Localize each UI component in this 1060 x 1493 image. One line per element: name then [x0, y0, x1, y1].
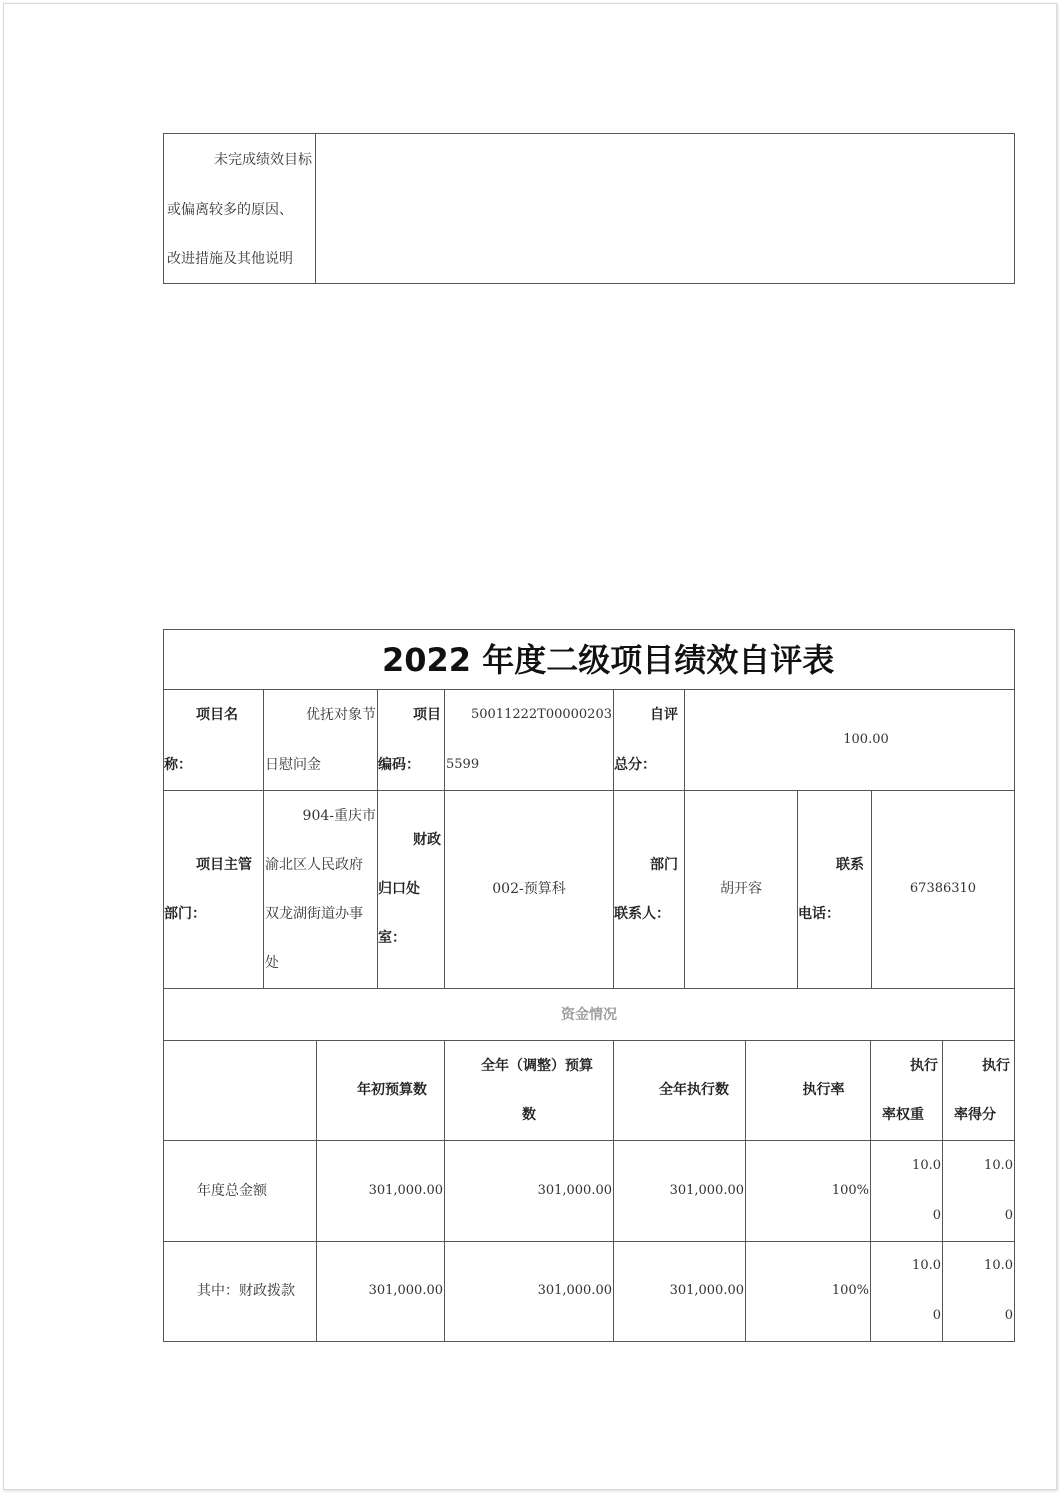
dept-value-line4: 处: [265, 955, 279, 971]
row-weight-cont: 0: [932, 1208, 941, 1223]
row-rate: 100%: [831, 1283, 869, 1298]
row-weight: 10.0: [912, 1258, 941, 1273]
score-label-cont: 总分：: [614, 757, 656, 773]
score-label: 自评: [650, 707, 678, 723]
row-label: 其中：财政拨款: [197, 1283, 295, 1299]
finance-label: 财政: [413, 832, 441, 848]
contact-label: 部门: [650, 857, 678, 873]
project-code-label: 项目: [413, 707, 441, 723]
row-initial: 301,000.00: [368, 1183, 443, 1198]
remarks-label-line3: 改进措施及其他说明: [167, 251, 293, 267]
row-rate: 100%: [831, 1183, 869, 1198]
score-value: 100.00: [843, 732, 889, 747]
project-code-value: 50011222T00000203: [470, 707, 612, 722]
col-initial-budget: 年初预算数: [357, 1082, 427, 1098]
row-score-cont: 0: [1004, 1208, 1013, 1223]
finance-label-end: 室：: [378, 930, 406, 946]
row-adjusted: 301,000.00: [537, 1283, 612, 1298]
finance-office-value: 002-预算科: [492, 881, 566, 897]
dept-value-line3: 双龙湖街道办事: [265, 906, 363, 922]
finance-label-cont: 归口处: [378, 881, 420, 897]
col-adjusted-budget: 全年（调整）预算: [481, 1058, 593, 1074]
row-initial: 301,000.00: [368, 1283, 443, 1298]
col-adjusted-budget-cont: 数: [522, 1107, 536, 1123]
col-rate: 执行率: [802, 1082, 845, 1098]
row-executed: 301,000.00: [669, 1183, 744, 1198]
project-name-value-cont: 日慰问金: [265, 757, 321, 773]
project-name-label: 项目名: [196, 707, 238, 723]
remarks-label-line1: 未完成绩效目标: [214, 152, 312, 168]
row-adjusted: 301,000.00: [537, 1183, 612, 1198]
col-weight-cont: 率权重: [882, 1107, 924, 1123]
row-score-cont: 0: [1004, 1308, 1013, 1323]
row-weight: 10.0: [912, 1158, 941, 1173]
contact-label-cont: 联系人：: [614, 906, 670, 922]
project-code-label-cont: 编码：: [378, 757, 420, 773]
col-executed: 全年执行数: [659, 1082, 729, 1098]
remarks-label-line2: 或偏离较多的原因、: [167, 202, 293, 218]
col-weight: 执行: [910, 1058, 938, 1074]
row-label: 年度总金额: [197, 1183, 267, 1199]
project-name-label-cont: 称：: [164, 757, 192, 773]
table-title: 2022 年度二级项目绩效自评表: [382, 641, 835, 679]
col-score-cont: 率得分: [954, 1107, 996, 1123]
phone-label: 联系: [836, 857, 864, 873]
project-code-value-cont: 5599: [446, 757, 480, 772]
contact-value: 胡开容: [720, 881, 762, 897]
dept-value-line1: 904-重庆市: [302, 808, 376, 824]
row-score: 10.0: [984, 1158, 1013, 1173]
row-weight-cont: 0: [932, 1308, 941, 1323]
phone-value: 67386310: [909, 881, 977, 896]
dept-label-cont: 部门：: [164, 906, 206, 922]
phone-label-cont: 电话：: [798, 906, 840, 922]
project-name-value: 优抚对象节: [306, 707, 376, 723]
funds-section-title: 资金情况: [561, 1007, 617, 1023]
dept-value-line2: 渝北区人民政府: [265, 857, 363, 873]
dept-label: 项目主管: [196, 857, 252, 873]
row-score: 10.0: [984, 1258, 1013, 1273]
row-executed: 301,000.00: [669, 1283, 744, 1298]
col-score: 执行: [982, 1058, 1010, 1074]
